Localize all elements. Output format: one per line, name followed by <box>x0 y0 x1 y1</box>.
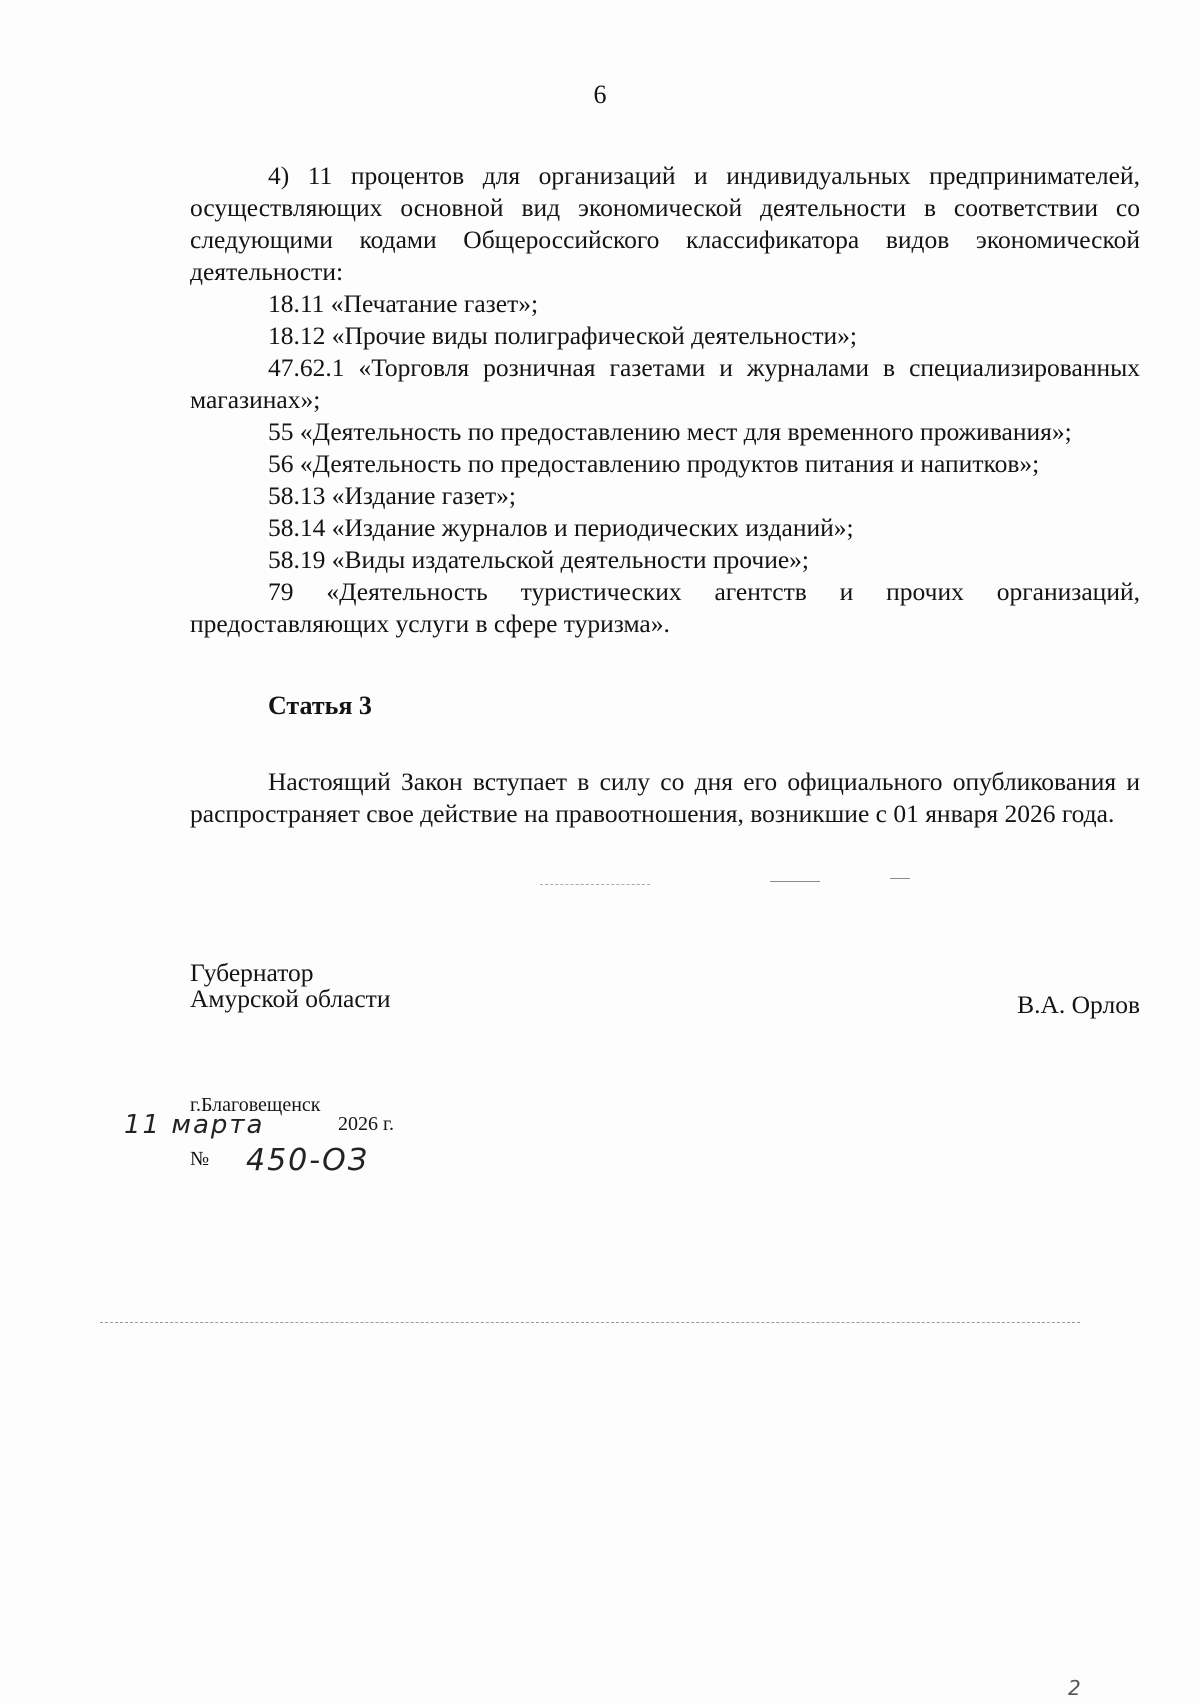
handwritten-law-number: 450-ОЗ <box>246 1143 369 1178</box>
bottom-divider <box>100 1322 1080 1323</box>
code-item: 79 «Деятельность туристических агентств и прочих организаций, предоставляющих услуги в сфере туризма». <box>190 577 1140 638</box>
handwritten-date: 11 марта <box>124 1110 265 1140</box>
footer-year: 2026 г. <box>338 1113 394 1135</box>
number-sign: № <box>190 1148 210 1170</box>
code-item: 58.14 «Издание журналов и периодических изданий»; <box>268 513 854 542</box>
signature-title-line2: Амурской области <box>190 984 391 1013</box>
document-body <box>190 160 1140 830</box>
stray-dash <box>540 884 650 885</box>
code-item: 56 «Деятельность по предоставлению продуктов питания и напитков»; <box>268 449 1040 478</box>
code-item: 47.62.1 «Торговля розничная газетами и журналами в специализированных магазинах»; <box>190 353 1140 414</box>
code-item: 58.13 «Издание газет»; <box>268 481 516 510</box>
corner-handwritten-mark: 2 <box>1068 1676 1083 1700</box>
code-item: 58.19 «Виды издательской деятельности прочие»; <box>268 545 809 574</box>
code-item: 18.11 «Печатание газет»; <box>268 289 539 318</box>
footer-city: г.Благовещенск <box>190 1094 321 1116</box>
stray-dash <box>770 881 820 882</box>
code-item: 55 «Деятельность по предоставлению мест для временного проживания»; <box>268 417 1072 446</box>
article-3-heading: Статья 3 <box>268 691 372 720</box>
stray-dash <box>890 878 910 879</box>
item-4-paragraph: 4) 11 процентов для организаций и индивидуальных предпринимателей, осуществляющих основной вид экономической деятельности в соответствии со следующими кодами Общероссийского классификатора видов экономической деятельности: <box>190 161 1140 286</box>
signature-block <box>190 958 1140 1019</box>
page-number: 6 <box>593 80 607 109</box>
code-item: 18.12 «Прочие виды полиграфической деятельности»; <box>268 321 857 350</box>
signature-title-line1: Губернатор <box>190 958 314 987</box>
article-3-text: Настоящий Закон вступает в силу со дня его официального опубликования и распространяет свое действие на правоотношения, возникшие с 01 января 2026 года. <box>190 767 1140 828</box>
signature-name: В.А. Орлов <box>1017 990 1140 1019</box>
